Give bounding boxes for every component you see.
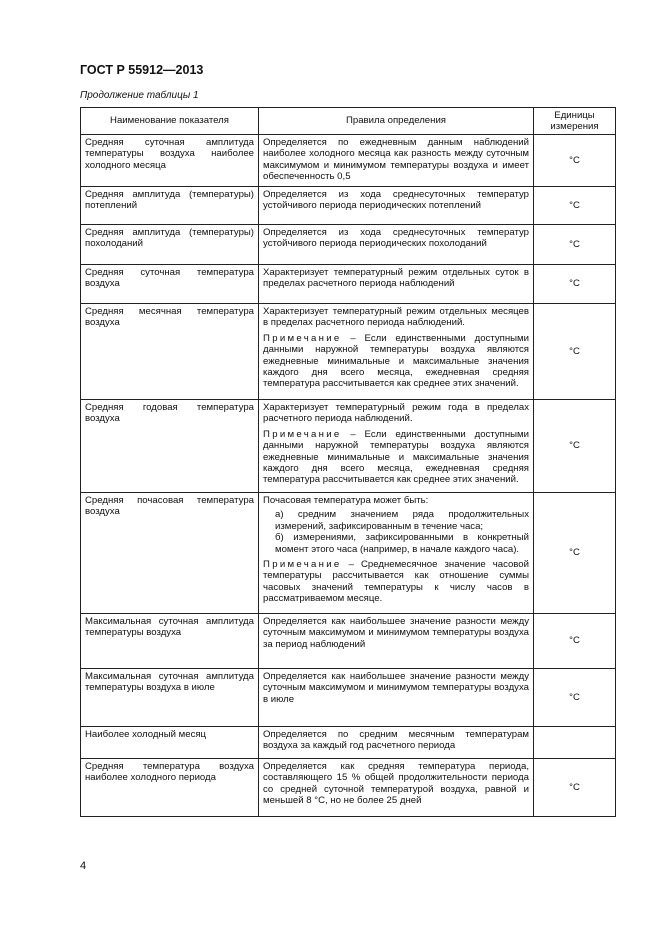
unit-of-measure: °C: [534, 759, 616, 817]
unit-of-measure: [534, 727, 616, 759]
determination-rule: [259, 614, 534, 669]
unit-of-measure: °C: [534, 225, 616, 265]
indicator-name: Максимальная суточная амплитуда температуры воздуха: [81, 614, 259, 669]
table-continuation-caption: Продолжение таблицы 1: [80, 90, 199, 101]
unit-of-measure: °C: [534, 187, 616, 225]
indicator-name: Средняя амплитуда (температуры) потеплений: [81, 187, 259, 225]
column-header-units: Единицы измерения: [534, 108, 616, 135]
rule-text: Характеризует температурный режим года в пределах расчетного периода наблюдений.: [263, 402, 529, 425]
table-row: [81, 225, 616, 265]
rule-subitem: б) измерениями, зафиксированными в конкретный момент этого часа (например, в начале каждого часа).: [275, 532, 529, 555]
determination-rule: [259, 493, 534, 614]
table-row: [81, 493, 616, 614]
indicator-name: Средняя суточная температура воздуха: [81, 265, 259, 304]
rule-text: Определяется по средним месячным температурам воздуха за каждый год расчетного периода: [263, 729, 529, 752]
unit-of-measure: °C: [534, 493, 616, 614]
indicator-name: Максимальная суточная амплитуда температуры воздуха в июле: [81, 669, 259, 727]
determination-rule: [259, 759, 534, 817]
determination-rule: [259, 400, 534, 493]
rule-text: Определяется из хода среднесуточных температур устойчивого периода периодических потеплений: [263, 189, 529, 212]
note-label: Примечание: [263, 332, 342, 344]
note-label: Примечание: [263, 428, 342, 440]
unit-of-measure: °C: [534, 614, 616, 669]
rule-text: Определяется как наибольшее значение разности между суточным максимумом и минимумом температуры воздуха в июле: [263, 671, 529, 705]
rule-text: Характеризует температурный режим отдельных месяцев в пределах расчетного периода наблюдений.: [263, 306, 529, 329]
determination-rule: [259, 304, 534, 400]
unit-of-measure: °C: [534, 135, 616, 187]
rule-text: Почасовая температура может быть:: [263, 495, 429, 506]
table-header-row: [81, 108, 616, 135]
indicator-name: Средняя почасовая температура воздуха: [81, 493, 259, 614]
column-header-name: Наименование показателя: [81, 108, 259, 135]
rule-text: Характеризует температурный режим отдельных суток в пределах расчетного периода наблюдений: [263, 267, 529, 290]
column-header-rules: Правила определения: [259, 108, 534, 135]
table-row: [81, 727, 616, 759]
rule-note: [263, 429, 529, 486]
table-row: [81, 759, 616, 817]
determination-rule: [259, 225, 534, 265]
determination-rule: [259, 265, 534, 304]
indicator-name: Средняя суточная амплитуда температуры воздуха наиболее холодного месяца: [81, 135, 259, 187]
determination-rule: [259, 187, 534, 225]
rule-text: Определяется как наибольшее значение разности между суточным максимумом и минимумом температуры воздуха за период наблюдений: [263, 616, 529, 650]
indicator-name: Средняя месячная температура воздуха: [81, 304, 259, 400]
table-row: [81, 135, 616, 187]
unit-of-measure: °C: [534, 304, 616, 400]
unit-of-measure: °C: [534, 265, 616, 304]
determination-rule: [259, 727, 534, 759]
table-row: [81, 614, 616, 669]
indicator-name: Средняя амплитуда (температуры) похолоданий: [81, 225, 259, 265]
document-standard-title: ГОСТ Р 55912—2013: [80, 63, 204, 77]
table-row: [81, 669, 616, 727]
rule-subitem: а) средним значением ряда продолжительных измерений, зафиксированным в течение часа;: [275, 509, 529, 532]
table-row: [81, 187, 616, 225]
rule-text: Определяется из хода среднесуточных температур устойчивого периода периодических похолоданий: [263, 227, 529, 250]
note-text: – Если единственными доступными данными наружной температуры воздуха являются ежедневные минимальные и максимальные значения каждого дня всего месяца, ежедневная средняя температура рассчитывается как среднее этих значений.: [263, 428, 529, 486]
table-row: [81, 265, 616, 304]
rule-text: Определяется по ежедневным данным наблюдений наиболее холодного месяца как разность между суточным максимумом и минимумом температуры воздуха и имеет обеспеченность 0,5: [263, 137, 529, 183]
page-number: 4: [80, 860, 87, 872]
rule-note: [263, 333, 529, 390]
rule-text: Определяется как средняя температура периода, составляющего 15 % общей продолжительности периода со средней суточной температурой воздуха, равной и меньшей 8 °С, но не более 25 дней: [263, 761, 529, 807]
note-text: – Среднемесячное значение часовой температуры рассчитывается как отношение суммы часовых значений температуры к числу часов в рассматриваемом месяце.: [263, 559, 529, 605]
rule-note: [263, 559, 529, 605]
note-label: Примечание: [263, 559, 342, 571]
table-row: [81, 400, 616, 493]
table-row: [81, 304, 616, 400]
note-text: – Если единственными доступными данными наружной температуры воздуха являются ежедневные минимальные и максимальные значения каждого дня всего месяца, ежедневная средняя температура рассчитывается как среднее этих значений.: [263, 332, 529, 390]
unit-of-measure: °C: [534, 669, 616, 727]
indicator-name: Средняя годовая температура воздуха: [81, 400, 259, 493]
determination-rule: [259, 135, 534, 187]
indicator-name: Наиболее холодный месяц: [81, 727, 259, 759]
indicators-table: [80, 107, 616, 817]
unit-of-measure: °C: [534, 400, 616, 493]
determination-rule: [259, 669, 534, 727]
indicator-name: Средняя температура воздуха наиболее холодного периода: [81, 759, 259, 817]
